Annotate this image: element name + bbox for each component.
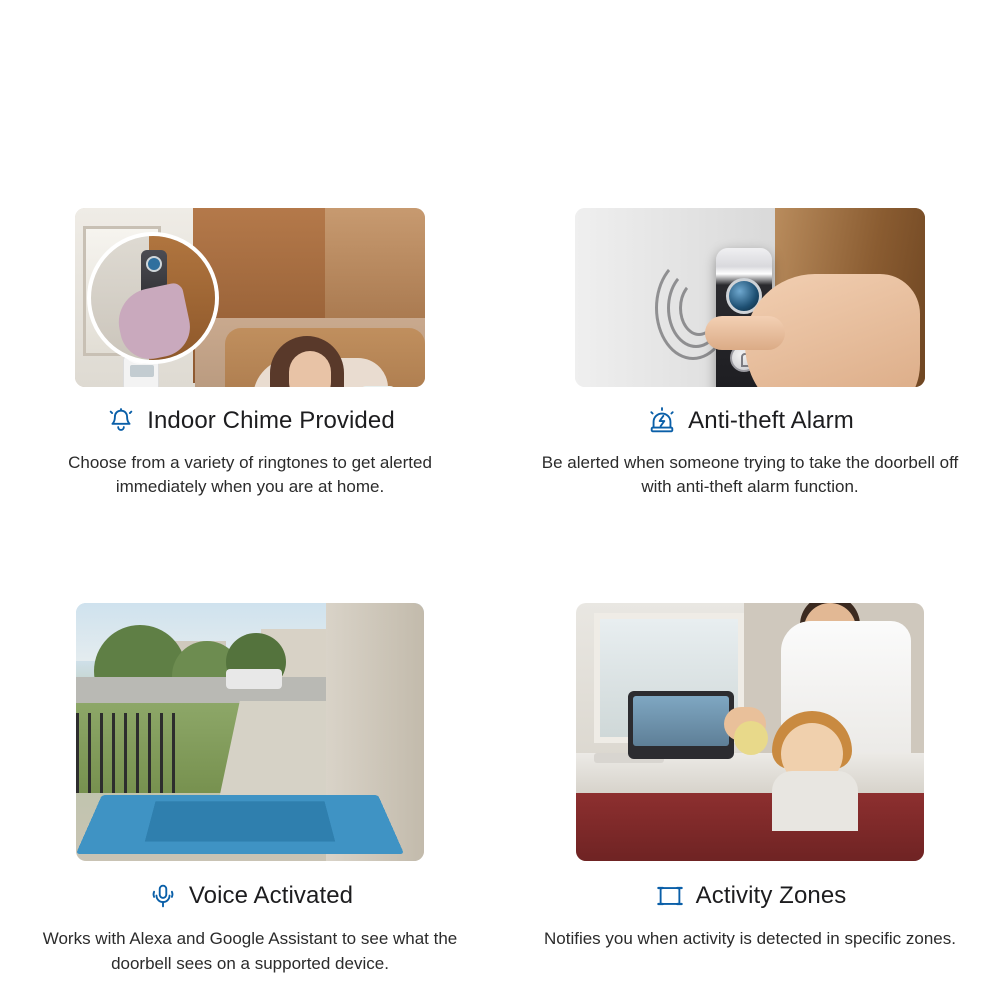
feature-card-activity-zones: [500, 500, 1000, 1000]
zone-square-icon: [654, 880, 686, 912]
feature-description: Works with Alexa and Google Assistant to see what the doorbell sees on a supported device.: [42, 929, 458, 973]
feature-description: Notifies you when activity is detected in specific zones.: [544, 929, 956, 948]
feature-image-voice-activated: [76, 603, 424, 861]
feature-card-anti-theft-alarm: [500, 0, 1000, 500]
feature-card-indoor-chime: [0, 0, 500, 500]
feature-image-indoor-chime: [75, 208, 425, 387]
feature-card-voice-activated: [0, 500, 500, 1000]
feature-title: Voice Activated: [188, 882, 354, 909]
feature-caption-activity-zones: [654, 879, 847, 913]
feature-description: Choose from a variety of ringtones to get alerted immediately when you are at home.: [68, 452, 432, 497]
feature-image-activity-zones: [576, 603, 924, 861]
feature-title: Indoor Chime Provided: [147, 406, 395, 434]
feature-title: Activity Zones: [695, 882, 847, 909]
alarm-siren-icon: [646, 405, 678, 437]
bell-icon: [105, 405, 137, 437]
feature-title: Anti-theft Alarm: [688, 406, 854, 434]
feature-caption-indoor-chime: [105, 405, 395, 437]
feature-caption-voice-activated: [147, 879, 353, 913]
feature-image-anti-theft-alarm: [575, 208, 925, 387]
doorbell-closeup-inset: [87, 232, 219, 364]
microphone-icon: [147, 880, 179, 912]
feature-caption-anti-theft-alarm: [646, 405, 854, 437]
feature-description: Be alerted when someone trying to take the doorbell off with anti-theft alarm function.: [541, 452, 959, 497]
